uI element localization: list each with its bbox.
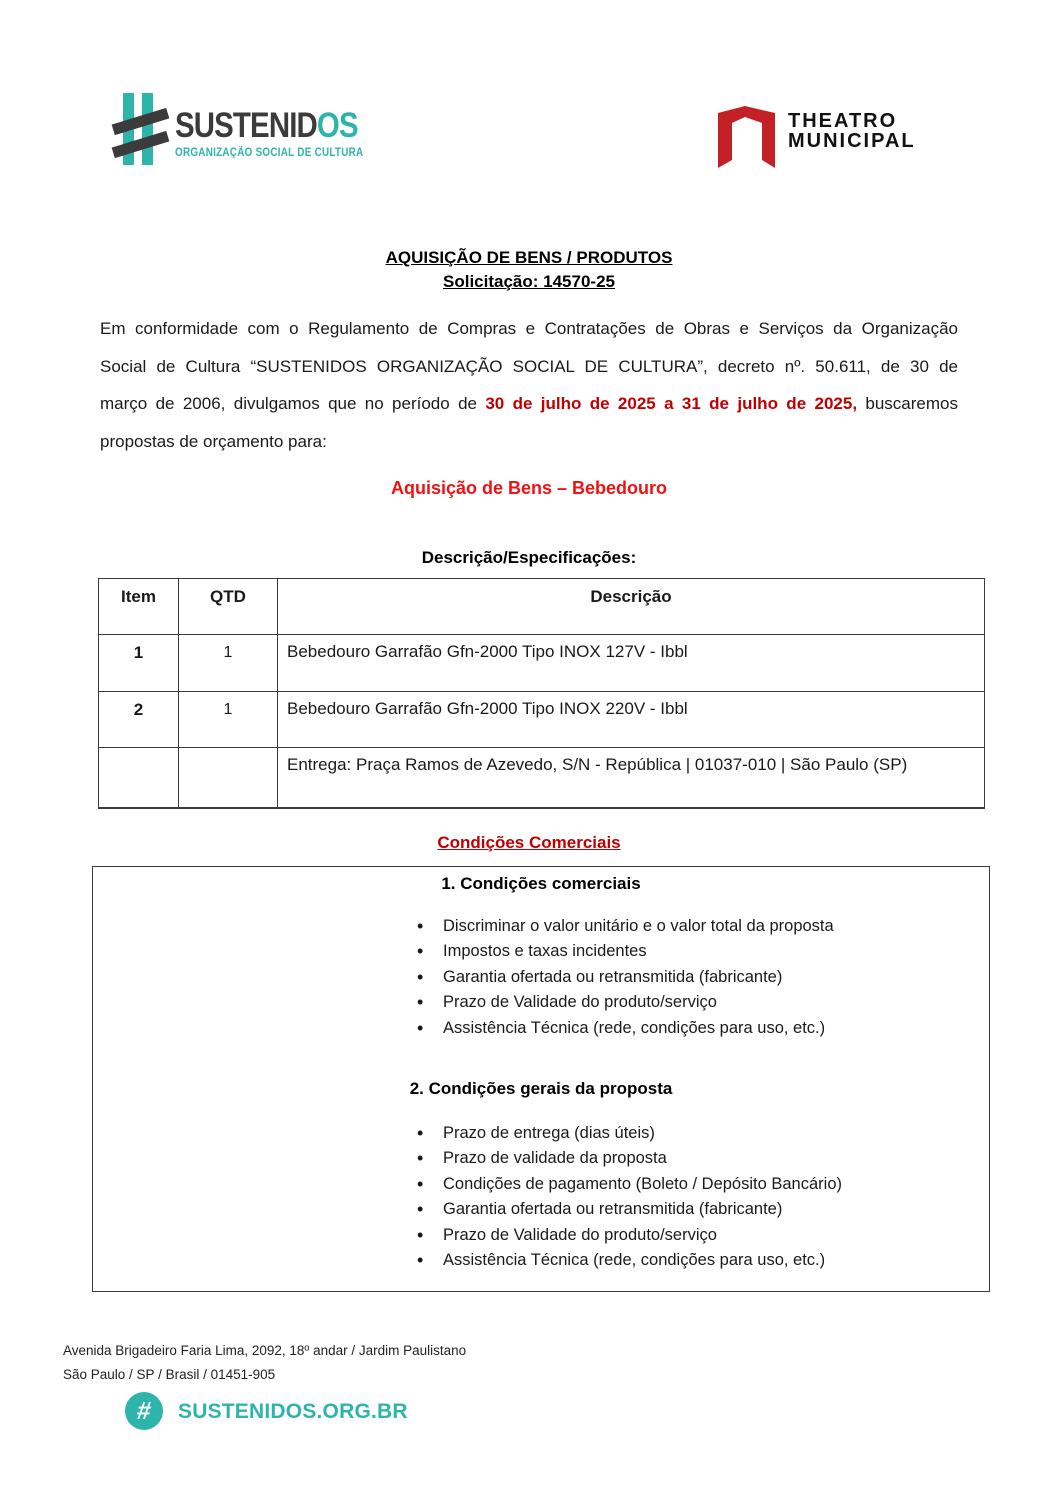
list-item: • Prazo de entrega (dias úteis) (415, 1121, 989, 1146)
footer-address-line1: Avenida Brigadeiro Faria Lima, 2092, 18º andar / Jardim Paulistano (63, 1343, 467, 1358)
sustenidos-tagline: ORGANIZAÇÃO SOCIAL DE CULTURA (175, 147, 364, 159)
list-item: • Prazo de validade da proposta (415, 1146, 989, 1171)
list-item: • Prazo de Validade do produto/serviço (415, 990, 989, 1015)
sustenidos-wordmark (175, 106, 358, 146)
subject-heading: Aquisição de Bens – Bebedouro (390, 478, 668, 498)
footer-hash-icon: # (125, 1392, 163, 1430)
list-item: • Garantia ofertada ou retransmitida (fabricante) (415, 965, 989, 990)
spec-heading: Descrição/Especificações: (421, 548, 637, 567)
row3-entrega: Entrega: Praça Ramos de Azevedo, S/N - República | 01037-010 | São Paulo (SP) (278, 748, 985, 808)
theatro-line1: THEATRO (788, 110, 898, 132)
conditions-box (92, 866, 990, 1292)
table-row-entrega (99, 748, 985, 808)
list-item: • Assistência Técnica (rede, condições para uso, etc.) (415, 1248, 989, 1273)
section1-title: 1. Condições comerciais (441, 874, 641, 893)
row2-item: 2 (99, 692, 179, 748)
row3-qtd (179, 748, 278, 808)
title-line2-solicitacao: Solicitação: 14570-25 (443, 272, 615, 291)
row3-item (99, 748, 179, 808)
intro-paragraph (100, 310, 958, 460)
list-item: • Garantia ofertada ou retransmitida (fabricante) (415, 1197, 989, 1222)
document-title (0, 246, 1058, 294)
title-line1: AQUISIÇÃO DE BENS / PRODUTOS (385, 248, 673, 267)
row1-item: 1 (99, 635, 179, 692)
row2-descricao: Bebedouro Garrafão Gfn-2000 Tipo INOX 220V - Ibbl (278, 692, 985, 748)
section2-title: 2. Condições gerais da proposta (409, 1079, 673, 1099)
items-table (98, 578, 985, 809)
theatro-line2: MUNICIPAL (788, 130, 916, 152)
intro-line1: Em conformidade com o Regulamento de Compras e Contratações de Obras e Serviços da Organização (100, 319, 958, 338)
row1-descricao: Bebedouro Garrafão Gfn-2000 Tipo INOX 127V - Ibbl (278, 635, 985, 692)
list-item: • Prazo de Validade do produto/serviço (415, 1223, 989, 1248)
footer-site-url: SUSTENIDOS.ORG.BR (178, 1400, 408, 1423)
footer-address-line2: São Paulo / SP / Brasil / 01451-905 (63, 1366, 276, 1382)
table-header-row (99, 579, 985, 635)
row2-qtd: 1 (179, 692, 278, 748)
row1-qtd: 1 (179, 635, 278, 692)
theatro-municipal-wordmark (788, 111, 916, 151)
section1-list (415, 914, 989, 1041)
section2-list (415, 1121, 989, 1273)
intro-line2: Social de Cultura “SUSTENIDOS ORGANIZAÇÃO SOCIAL DE CULTURA”, decreto nº. 50.611, de 30 de (100, 356, 958, 376)
col-header-descricao: Descrição (278, 579, 985, 635)
list-item: • Impostos e taxas incidentes (415, 939, 989, 964)
col-header-item: Item (99, 579, 179, 635)
intro-line3: março de 2006, divulgamos que no período de 30 de julho de 2025 a 31 de julho de 2025, buscaremos (100, 394, 958, 414)
intro-line4: propostas de orçamento para: (100, 431, 327, 451)
table-row (99, 692, 985, 748)
footer-address (63, 1339, 466, 1386)
sustenidos-wordmark-dark: SUSTENID (175, 106, 317, 145)
sustenidos-wordmark-teal: OS (316, 106, 358, 145)
intro-date-range: 30 de julho de 2025 a 31 de julho de 2025, (485, 394, 858, 414)
theatro-arch-icon (718, 106, 775, 168)
sustenidos-hash-icon (117, 93, 165, 165)
conditions-heading: Condições Comerciais (437, 833, 621, 852)
col-header-qtd: QTD (179, 579, 278, 635)
table-row (99, 635, 985, 692)
list-item: • Discriminar o valor unitário e o valor total da proposta (415, 914, 989, 939)
list-item: • Condições de pagamento (Boleto / Depósito Bancário) (415, 1172, 989, 1197)
list-item: • Assistência Técnica (rede, condições para uso, etc.) (415, 1016, 989, 1041)
